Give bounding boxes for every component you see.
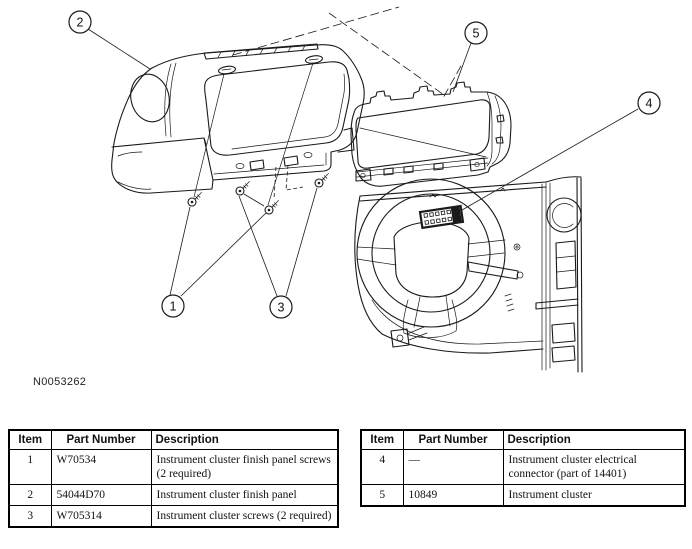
- table-header-row: [9, 430, 338, 450]
- callout-4: [638, 92, 660, 114]
- leader-lines: [88, 29, 638, 296]
- part-description: Instrument cluster finish panel screws (2 required): [151, 450, 338, 485]
- column-header-item: Item: [9, 430, 51, 450]
- column-header-description: Description: [151, 430, 338, 450]
- table-row: [9, 506, 338, 528]
- projection-dashed-lines: [233, 7, 461, 199]
- item-number: 4: [361, 450, 403, 485]
- instrument-cluster-drawing: [351, 82, 511, 186]
- column-header-item: Item: [361, 430, 403, 450]
- screw-icon: [315, 174, 329, 188]
- screws: [188, 174, 329, 215]
- callout-3-number: 3: [277, 300, 285, 315]
- figure-number: N0053262: [33, 376, 87, 388]
- callout-2-number: 2: [76, 15, 84, 30]
- table-header-row: [361, 430, 685, 450]
- parts-table-right: [360, 429, 686, 507]
- callout-3: [270, 296, 292, 318]
- part-description: Instrument cluster: [503, 485, 685, 507]
- callout-1: [162, 295, 184, 317]
- part-number: 10849: [403, 485, 503, 507]
- callout-2: [69, 11, 91, 33]
- part-description: Instrument cluster finish panel: [151, 485, 338, 506]
- part-number: W70534: [51, 450, 151, 485]
- table-row: [361, 485, 685, 507]
- part-number: 54044D70: [51, 485, 151, 506]
- item-number: 3: [9, 506, 51, 528]
- item-number: 2: [9, 485, 51, 506]
- callout-5: [465, 22, 487, 44]
- item-number: 1: [9, 450, 51, 485]
- part-description: Instrument cluster screws (2 required): [151, 506, 338, 528]
- callout-4-number: 4: [645, 96, 653, 111]
- part-number: W705314: [51, 506, 151, 528]
- column-header-description: Description: [503, 430, 685, 450]
- table-row: [361, 450, 685, 485]
- part-description: Instrument cluster electrical connector (part of 14401): [503, 450, 685, 485]
- column-header-part-number: Part Number: [403, 430, 503, 450]
- table-row: [9, 485, 338, 506]
- screw-icon: [236, 182, 250, 196]
- electrical-connector: [420, 206, 463, 228]
- callout-5-number: 5: [472, 26, 480, 41]
- screw-projection-lines: [194, 63, 313, 205]
- part-number: —: [403, 450, 503, 485]
- finish-panel-drawing: [112, 44, 365, 193]
- table-row: [9, 450, 338, 485]
- callout-1-number: 1: [169, 299, 177, 314]
- item-number: 5: [361, 485, 403, 507]
- screw-icon: [265, 201, 279, 215]
- column-header-part-number: Part Number: [51, 430, 151, 450]
- parts-table-left: [8, 429, 339, 528]
